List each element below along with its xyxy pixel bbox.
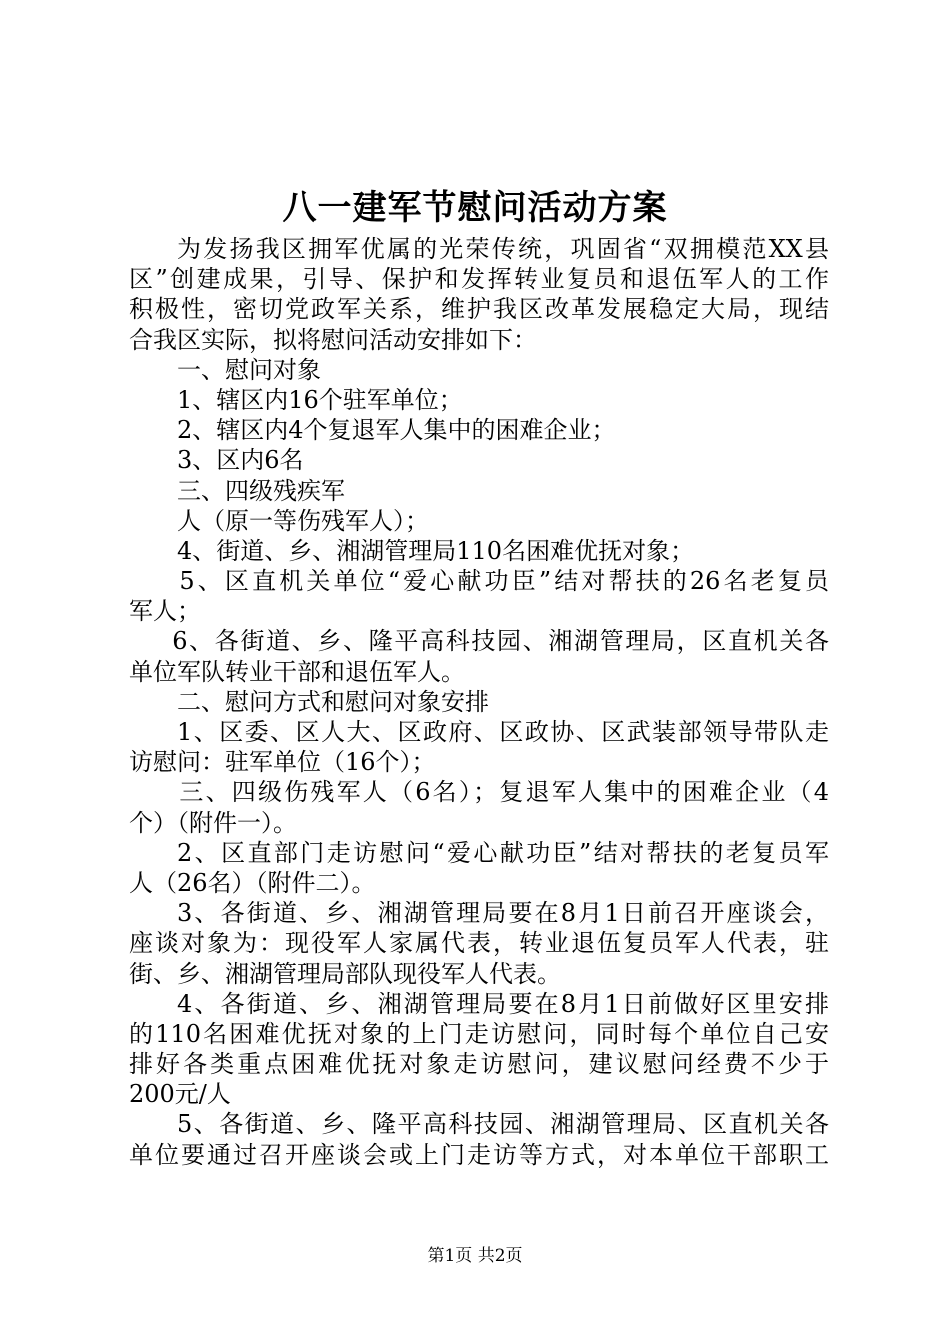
paragraph-line: 2、区直部门走访慰问“爱心献功臣”结对帮扶的老复员军 — [177, 838, 829, 867]
paragraph-line: 个）（附件一）。 — [129, 808, 297, 837]
paragraph-line: 积极性，密切党政军关系，维护我区改革发展稳定大局，现结 — [129, 295, 829, 324]
document-body — [129, 234, 829, 1170]
paragraph-line: 1、辖区内16个驻军单位； — [177, 385, 463, 414]
paragraph-line: 军人； — [129, 597, 201, 626]
paragraph-line: 区”创建成果，引导、保护和发挥转业复员和退伍军人的工作 — [129, 265, 829, 294]
paragraph-line: 二、慰问方式和慰问对象安排 — [177, 687, 489, 716]
paragraph-line: 3、区内6名 — [177, 446, 304, 475]
paragraph-line: 200元/人 — [129, 1080, 231, 1109]
paragraph-line: 座谈对象为：现役军人家属代表，转业退伍复员军人代表，驻 — [129, 929, 829, 958]
paragraph-line: 6、各街道、乡、隆平高科技园、湘湖管理局，区直机关各 — [172, 627, 829, 656]
paragraph-line: 单位要通过召开座谈会或上门走访等方式，对本单位干部职工 — [129, 1140, 829, 1169]
paragraph-line: 4、街道、乡、湘湖管理局110名困难优抚对象； — [177, 536, 695, 565]
paragraph-line: 人（26名）（附件二）。 — [129, 868, 376, 897]
paragraph-line: 4、各街道、乡、湘湖管理局要在8月1日前做好区里安排 — [177, 989, 829, 1018]
paragraph-line: 人（原一等伤残军人）； — [177, 506, 429, 535]
paragraph-line: 3、各街道、乡、湘湖管理局要在8月1日前召开座谈会， — [177, 899, 829, 928]
paragraph-line: 5、区直机关单位“爱心献功臣”结对帮扶的26名老复员 — [179, 567, 829, 596]
paragraph-line: 为发扬我区拥军优属的光荣传统，巩固省“双拥模范XX县 — [177, 235, 829, 263]
paragraph-line: 单位军队转业干部和退伍军人。 — [129, 657, 465, 686]
paragraph-line: 5、各街道、乡、隆平高科技园、湘湖管理局、区直机关各 — [177, 1110, 829, 1139]
paragraph-line: 排好各类重点困难优抚对象走访慰问，建议慰问经费不少于 — [129, 1050, 829, 1079]
paragraph-line: 三、四级残疾军 — [177, 476, 345, 505]
paragraph-line: 三、四级伤残军人（6名）；复退军人集中的困难企业（4 — [179, 778, 829, 807]
paragraph-line: 一、慰问对象 — [177, 355, 321, 384]
paragraph-line: 1、区委、区人大、区政府、区政协、区武装部领导带队走 — [177, 718, 829, 746]
document-title: 八一建军节慰问活动方案 — [282, 188, 668, 228]
page-footer: 第1页 共2页 — [427, 1246, 523, 1266]
paragraph-line: 的110名困难优抚对象的上门走访慰问，同时每个单位自己安 — [129, 1019, 829, 1048]
paragraph-line: 合我区实际，拟将慰问活动安排如下： — [129, 325, 537, 354]
paragraph-line: 访慰问：驻军单位（16个）； — [129, 748, 436, 777]
paragraph-line: 街、乡、湘湖管理局部队现役军人代表。 — [129, 959, 561, 988]
paragraph-line: 2、辖区内4个复退军人集中的困难企业； — [177, 416, 616, 445]
